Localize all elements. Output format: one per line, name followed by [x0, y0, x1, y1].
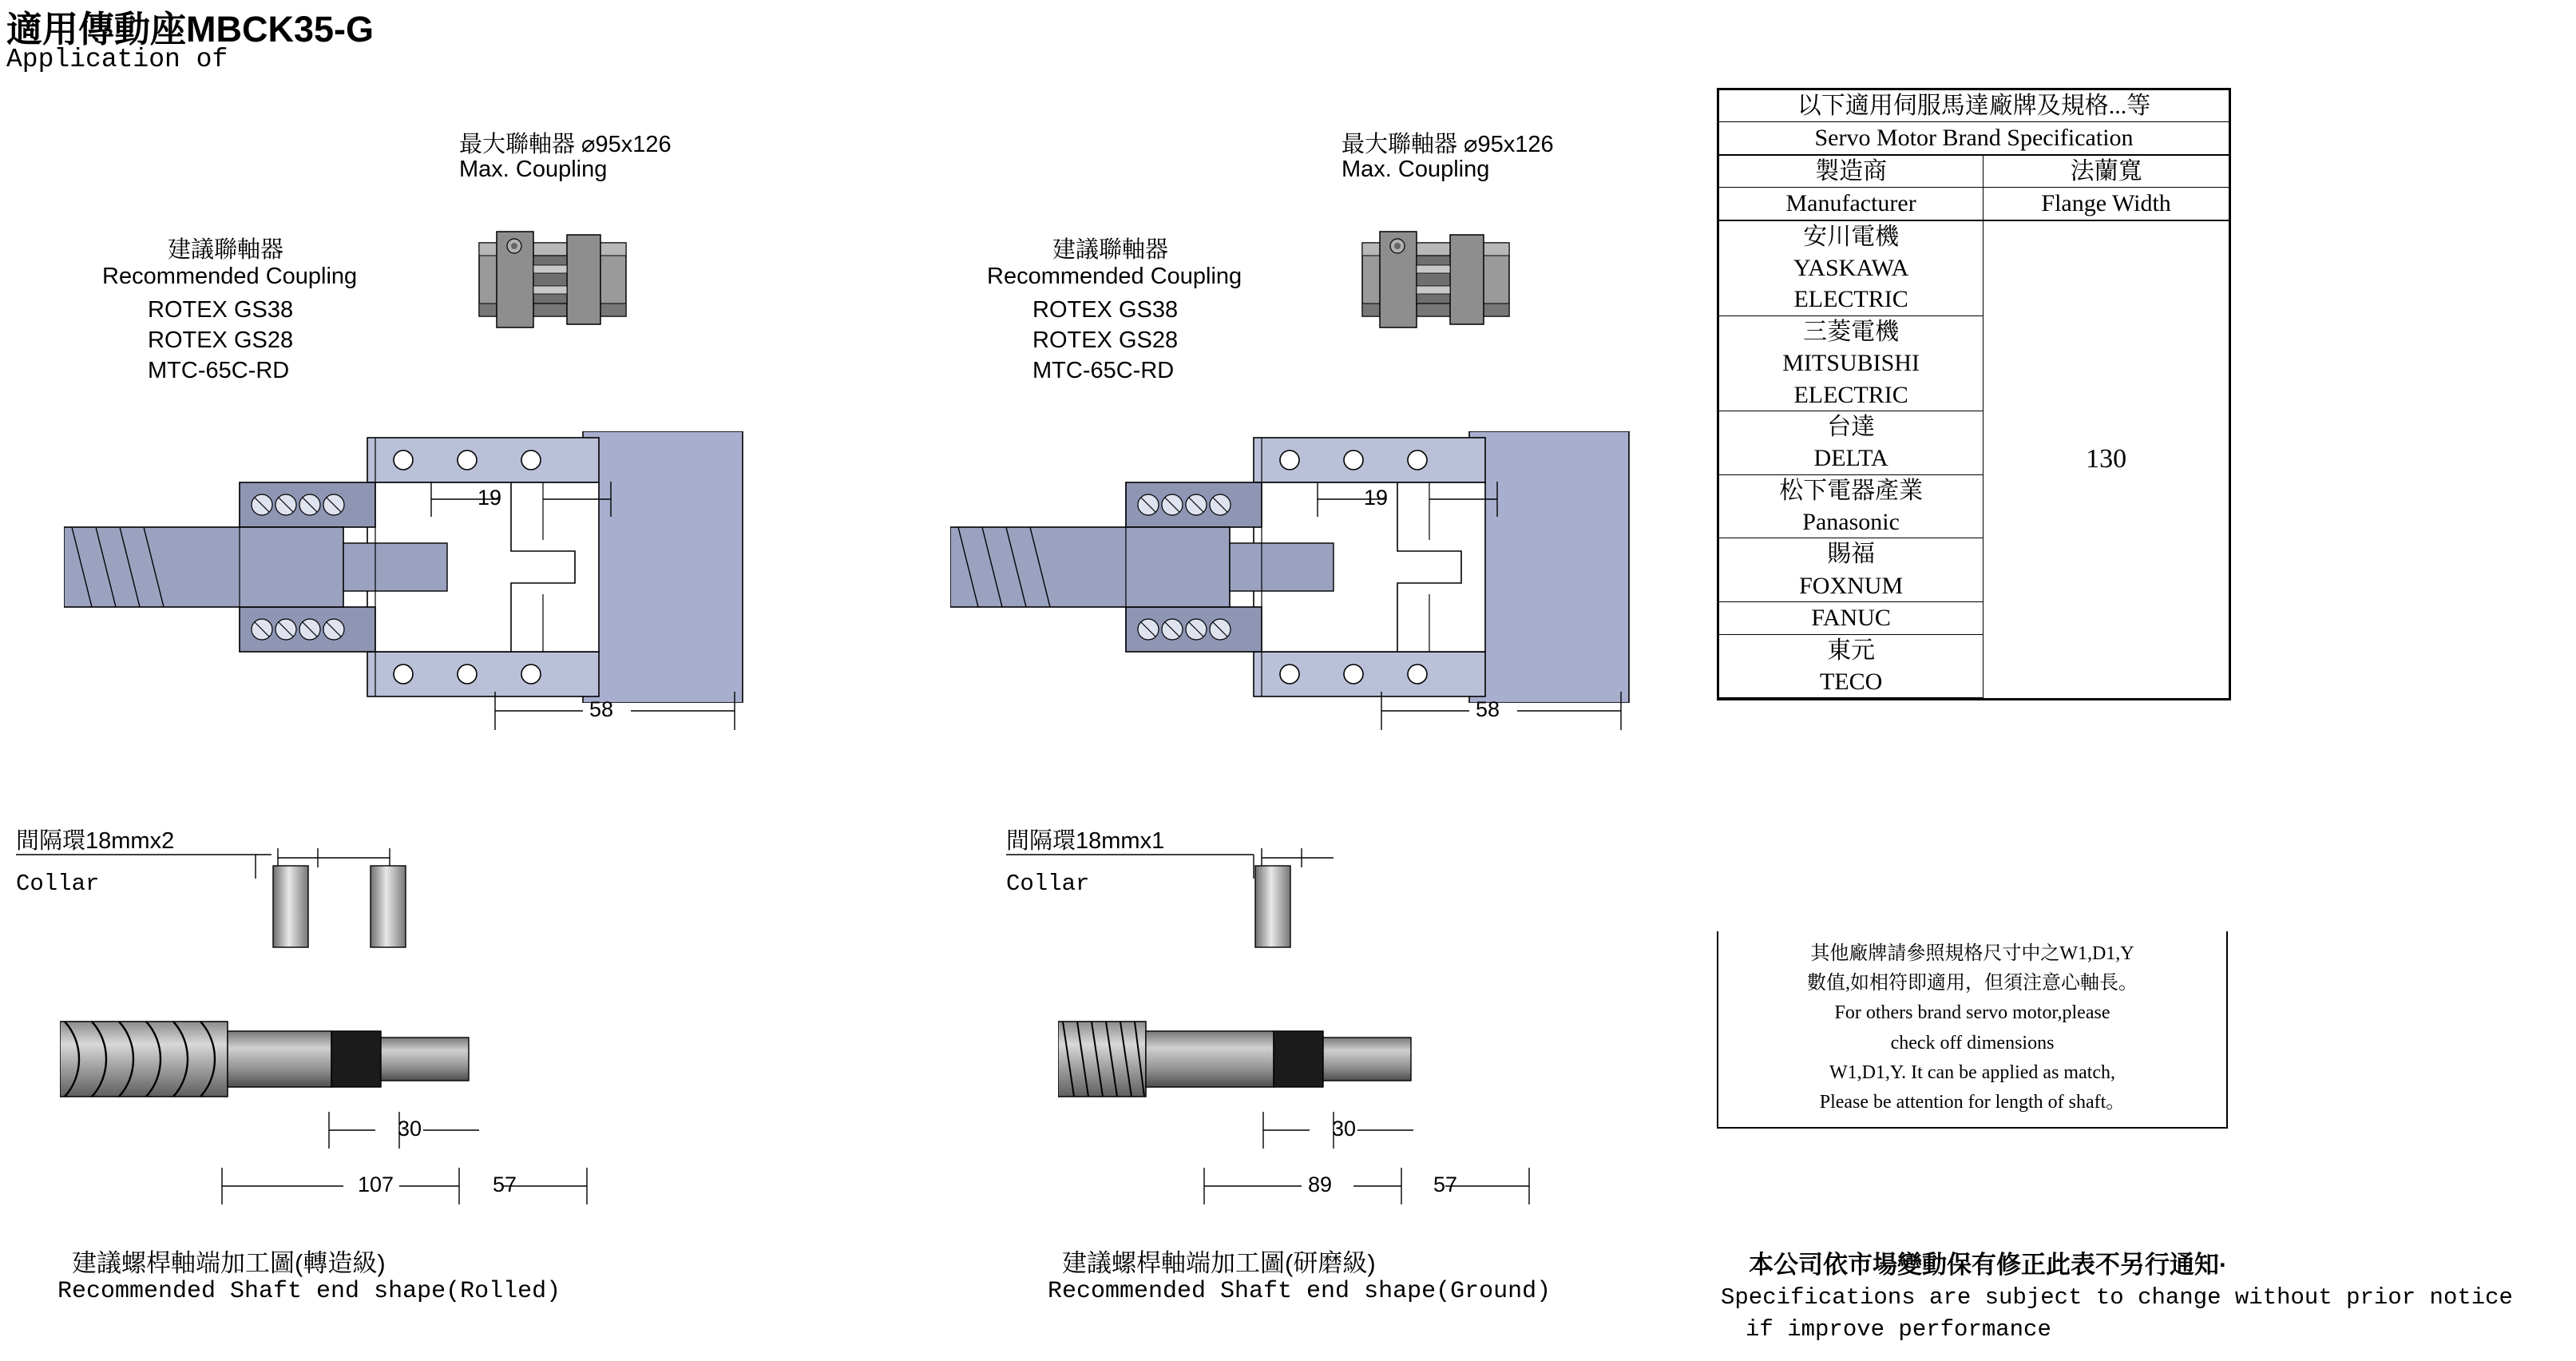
note-line-1: 其他廠牌請參照規格尺寸中之W1,D1,Y	[1810, 943, 2134, 964]
col-header-manufacturer-en: Manufacturer	[1719, 188, 1984, 220]
collar-label-cn: 間隔環18mmx2	[16, 828, 175, 854]
brand-yaskawa-cn: 安川電機	[1719, 220, 1984, 252]
dimension-58-left	[487, 687, 743, 735]
rec-coupling-label-cn-2: 建議聯軸器	[1052, 237, 1169, 263]
brand-mitsubishi-en2: ELECTRIC	[1719, 379, 1984, 411]
max-coupling-label-en: Max. Coupling	[459, 157, 608, 182]
collar-leader-left	[16, 851, 271, 883]
brand-mitsubishi-en1: MITSUBISHI	[1719, 347, 1984, 379]
rec-coupling-label-en-2: Recommended Coupling	[987, 264, 1242, 289]
dimension-30-mid-value: 30	[1332, 1117, 1357, 1141]
brand-yaskawa-en1: YASKAWA	[1719, 252, 1984, 284]
col-header-manufacturer-cn: 製造商	[1719, 155, 1984, 188]
coupling-model-1: ROTEX GS38	[148, 297, 294, 323]
collar-label-cn-2: 間隔環18mmx1	[1006, 828, 1165, 854]
brand-teco-cn: 東元	[1719, 634, 1984, 666]
collar-ring-mid	[1254, 864, 1292, 949]
spec-table-header-cn: 以下適用伺服馬達廠牌及規格...等	[1719, 90, 2229, 122]
max-coupling-label-cn: 最大聯軸器 ⌀95x126	[459, 132, 672, 157]
gearbox-section-drawing	[64, 431, 751, 703]
footer-en-1: Specifications are subject to change without prior notice	[1721, 1284, 2513, 1311]
dimension-19-mid-value: 19	[1364, 486, 1389, 510]
brand-panasonic-en: Panasonic	[1719, 506, 1984, 538]
coupling-model-2-3: MTC-65C-RD	[1032, 358, 1175, 383]
caption-left-cn: 建議螺桿軸端加工圖(轉造級)	[72, 1249, 386, 1277]
dimension-19-left	[423, 475, 623, 523]
dimension-19-mid	[1310, 475, 1509, 523]
dimension-89-57-mid	[1198, 1166, 1541, 1206]
note-line-6: Please be attention for length of shaft。	[1819, 1091, 2126, 1113]
note-line-2: 數值,如相符即適用，但須注意心軸長。	[1807, 973, 2138, 994]
caption-mid-cn: 建議螺桿軸端加工圖(研磨級)	[1062, 1249, 1376, 1277]
collar-label-en: Collar	[16, 871, 100, 897]
brand-delta-cn: 台達	[1719, 411, 1984, 442]
dimension-58-left-value: 58	[589, 697, 614, 721]
coupling-icon-2	[1356, 224, 1516, 335]
brand-delta-en: DELTA	[1719, 442, 1984, 474]
note-line-4: check off dimensions	[1890, 1032, 2055, 1053]
col-header-flange-en: Flange Width	[1984, 188, 2229, 220]
footer-en-2: if improve performance	[1746, 1316, 2051, 1343]
assembly-left	[0, 0, 846, 1361]
coupling-model-2-1: ROTEX GS38	[1032, 297, 1179, 323]
coupling-model-3: MTC-65C-RD	[148, 358, 290, 383]
brand-foxnum-en: FOXNUM	[1719, 570, 1984, 602]
brand-teco-en: TECO	[1719, 666, 1984, 698]
brand-yaskawa-en2: ELECTRIC	[1719, 284, 1984, 315]
collar-label-en-2: Collar	[1006, 871, 1090, 897]
collar-ring-2	[369, 864, 407, 949]
dimension-57-mid-value: 57	[1433, 1173, 1458, 1196]
dimension-89-mid-value: 89	[1308, 1173, 1333, 1196]
brand-mitsubishi-cn: 三菱電機	[1719, 315, 1984, 347]
dimension-58-mid-value: 58	[1476, 697, 1500, 721]
collar-ring-1	[271, 864, 310, 949]
coupling-model-2: ROTEX GS28	[148, 327, 294, 353]
coupling-icon	[473, 224, 632, 335]
gearbox-section-drawing-2	[950, 431, 1637, 703]
coupling-model-2-2: ROTEX GS28	[1032, 327, 1179, 353]
dimension-58-mid	[1373, 687, 1629, 735]
brand-foxnum-cn: 賜福	[1719, 538, 1984, 570]
dimension-30-left-value: 30	[398, 1117, 422, 1141]
shaft-end-drawing-left	[60, 1010, 547, 1114]
page-title-cn: 適用傳動座MBCK35-G	[6, 9, 375, 50]
shaft-end-drawing-mid	[1058, 1010, 1505, 1114]
dimension-107-57-left	[216, 1166, 599, 1206]
rec-coupling-label-en: Recommended Coupling	[102, 264, 358, 289]
brand-fanuc: FANUC	[1719, 602, 1984, 634]
spec-table-note	[1717, 931, 2228, 1129]
max-coupling-label-cn-2: 最大聯軸器 ⌀95x126	[1342, 132, 1554, 157]
brand-panasonic-cn: 松下電器產業	[1719, 474, 1984, 506]
footer-cn: 本公司依市場變動保有修正此表不另行通知·	[1749, 1251, 2228, 1279]
max-coupling-label-en-2: Max. Coupling	[1342, 157, 1490, 182]
spec-table-header-en: Servo Motor Brand Specification	[1719, 122, 2229, 155]
note-line-5: W1,D1,Y. It can be applied as match,	[1829, 1061, 2116, 1083]
caption-mid-en: Recommended Shaft end shape(Ground)	[1048, 1278, 1552, 1305]
note-line-3: For others brand servo motor,please	[1834, 1002, 2110, 1024]
rec-coupling-label-cn: 建議聯軸器	[168, 237, 284, 263]
collar-leader-mid	[1006, 851, 1270, 883]
servo-motor-spec-table	[1717, 88, 2231, 700]
dimension-57-left-value: 57	[493, 1173, 517, 1196]
caption-left-en: Recommended Shaft end shape(Rolled)	[57, 1278, 561, 1305]
assembly-middle	[934, 0, 1733, 1361]
dimension-107-left-value: 107	[358, 1173, 394, 1196]
dimension-19-left-value: 19	[478, 486, 502, 510]
page-title-en: Application of	[6, 45, 228, 74]
col-header-flange-cn: 法蘭寬	[1984, 155, 2229, 188]
flange-width-value: 130	[1984, 220, 2229, 699]
